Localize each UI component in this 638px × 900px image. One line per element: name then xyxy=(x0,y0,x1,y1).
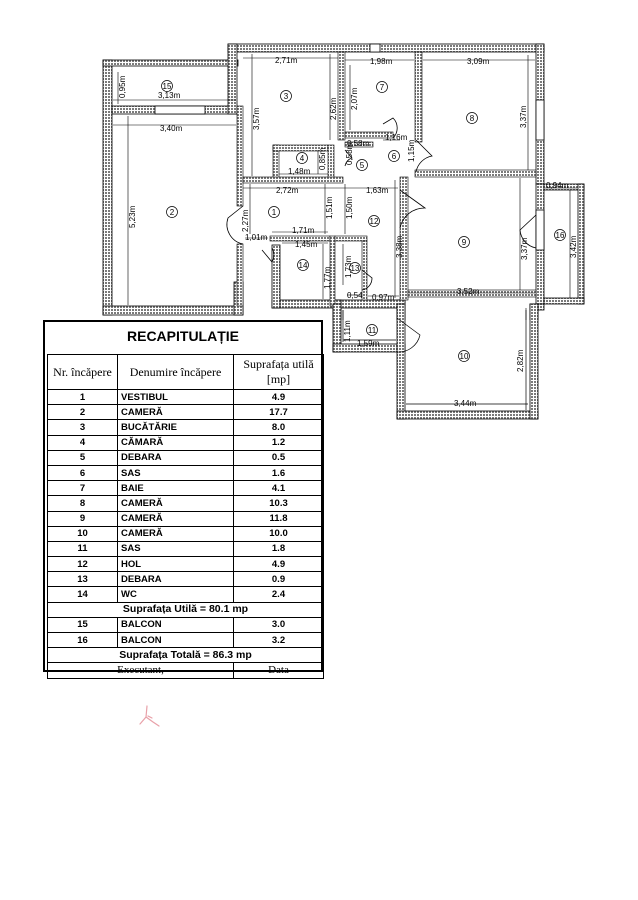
dim-label: 2,82m xyxy=(516,349,525,372)
row-area: 0.9 xyxy=(234,572,324,587)
row-number: 3 xyxy=(48,420,118,435)
row-number: 16 xyxy=(48,633,118,648)
row-area: 17.7 xyxy=(234,405,324,420)
row-name: HOL xyxy=(118,557,234,572)
table-row xyxy=(48,435,324,450)
header-area: Suprafața utilă [mp] xyxy=(234,355,324,390)
row-area: 0.5 xyxy=(234,450,324,465)
dim-label: 1,98m xyxy=(370,57,393,66)
row-number: 2 xyxy=(48,405,118,420)
row-number: 6 xyxy=(48,465,118,480)
row-name: CAMERĂ xyxy=(118,526,234,541)
row-number: 15 xyxy=(48,617,118,632)
dim-label: 1,71m xyxy=(292,226,315,235)
dim-label: 1,15m xyxy=(407,139,416,162)
row-name: SAS xyxy=(118,541,234,556)
row-name: DEBARA xyxy=(118,450,234,465)
dim-label: 2,71m xyxy=(275,56,298,65)
dim-label: 3,13m xyxy=(158,91,181,100)
row-name: BUCĂTĂRIE xyxy=(118,420,234,435)
table-row xyxy=(48,511,324,526)
room-number: 7 xyxy=(379,83,385,92)
dim-label: 3,40m xyxy=(160,124,183,133)
room-number: 9 xyxy=(461,238,467,247)
dim-label: 1,50m xyxy=(345,196,354,219)
recap-table xyxy=(47,354,324,679)
row-area: 10.0 xyxy=(234,526,324,541)
dim-label: 1,51m xyxy=(325,196,334,219)
dim-label: 2,72m xyxy=(276,186,299,195)
dim-label: 1,73m xyxy=(344,255,353,278)
dim-label: 0,95m xyxy=(118,75,127,98)
table-row xyxy=(48,465,324,480)
table-row xyxy=(48,617,324,632)
balcony-rows xyxy=(48,617,324,647)
row-name: BALCON xyxy=(118,617,234,632)
table-header-row xyxy=(48,355,324,390)
room-number: 16 xyxy=(555,231,565,240)
table-row xyxy=(48,450,324,465)
table-row xyxy=(48,526,324,541)
dim-label: 3,44m xyxy=(454,399,477,408)
pen-mark-icon xyxy=(137,704,163,730)
useful-total: Suprafața Utilă = 80.1 mp xyxy=(48,602,324,617)
dim-label: 1,77m xyxy=(323,266,332,289)
row-name: DEBARA xyxy=(118,572,234,587)
row-area: 1.8 xyxy=(234,541,324,556)
recap-title: RECAPITULAȚIE xyxy=(127,328,239,344)
row-number: 11 xyxy=(48,541,118,556)
room-number: 2 xyxy=(169,208,175,217)
row-name: CAMERĂ xyxy=(118,405,234,420)
row-number: 1 xyxy=(48,390,118,405)
dim-label: 0,85m xyxy=(318,147,327,170)
dim-label: 3,37m xyxy=(520,237,529,260)
room-number: 8 xyxy=(469,114,475,123)
room-number: 10 xyxy=(459,352,469,361)
row-name: BAIE xyxy=(118,481,234,496)
room-number: 13 xyxy=(350,264,360,273)
dim-label: 1,63m xyxy=(366,186,389,195)
row-name: WC xyxy=(118,587,234,602)
room-number: 12 xyxy=(369,217,379,226)
row-area: 3.0 xyxy=(234,617,324,632)
room-number: 15 xyxy=(162,82,172,91)
dim-label: 0,97m xyxy=(372,293,395,302)
row-number: 14 xyxy=(48,587,118,602)
header-name: Denumire încăpere xyxy=(118,355,234,390)
dim-label: 0,58m xyxy=(347,139,370,148)
room-number: 14 xyxy=(298,261,308,270)
recap-panel xyxy=(43,320,323,676)
table-row xyxy=(48,587,324,602)
grand-total-row xyxy=(48,648,324,663)
row-number: 7 xyxy=(48,481,118,496)
room-number: 1 xyxy=(271,208,277,217)
row-number: 12 xyxy=(48,557,118,572)
date-label: Data xyxy=(234,663,324,678)
dim-label: 2,07m xyxy=(350,87,359,110)
row-number: 4 xyxy=(48,435,118,450)
lower-labels xyxy=(343,320,525,408)
table-row xyxy=(48,572,324,587)
dim-label: 2,62m xyxy=(329,97,338,120)
table-row xyxy=(48,541,324,556)
dim-label: 1,11m xyxy=(343,320,352,342)
dim-label: 0,94m xyxy=(546,181,569,190)
dim-label: 0,58m xyxy=(345,142,354,165)
table-row xyxy=(48,390,324,405)
row-area: 2.4 xyxy=(234,587,324,602)
table-row xyxy=(48,496,324,511)
room-rows xyxy=(48,390,324,603)
row-area: 10.3 xyxy=(234,496,324,511)
row-area: 4.9 xyxy=(234,390,324,405)
table-row xyxy=(48,405,324,420)
row-area: 1.2 xyxy=(234,435,324,450)
table-row xyxy=(48,633,324,648)
row-name: CAMERĂ xyxy=(118,511,234,526)
signature-row xyxy=(48,663,324,678)
dim-label: 1,45m xyxy=(295,240,318,249)
row-number: 10 xyxy=(48,526,118,541)
grand-total: Suprafața Totală = 86.3 mp xyxy=(48,648,324,663)
dim-label: 3,37m xyxy=(519,105,528,128)
header-nr: Nr. încăpere xyxy=(48,355,118,390)
row-name: BALCON xyxy=(118,633,234,648)
dim-label: 3,42m xyxy=(569,235,578,258)
lower-lines xyxy=(343,310,528,410)
dim-label: 1,59m xyxy=(357,339,380,348)
row-number: 13 xyxy=(48,572,118,587)
row-number: 9 xyxy=(48,511,118,526)
row-name: CĂMARĂ xyxy=(118,435,234,450)
dim-label: 2,27m xyxy=(241,209,250,232)
useful-total-row xyxy=(48,602,324,617)
room-number: 5 xyxy=(359,161,365,170)
row-number: 5 xyxy=(48,450,118,465)
row-area: 1.6 xyxy=(234,465,324,480)
dim-label: 0,54 xyxy=(347,291,363,300)
row-area: 3.2 xyxy=(234,633,324,648)
row-area: 8.0 xyxy=(234,420,324,435)
dim-label: 3,52m xyxy=(457,287,480,296)
dim-label: 1,48m xyxy=(288,167,311,176)
row-number: 8 xyxy=(48,496,118,511)
row-area: 4.9 xyxy=(234,557,324,572)
room-number: 3 xyxy=(283,92,289,101)
executant-label: Executant, xyxy=(48,663,234,678)
dim-label: 1,01m xyxy=(245,233,268,242)
room-number: 4 xyxy=(299,154,305,163)
table-row xyxy=(48,481,324,496)
dim-label: 3,38m xyxy=(395,235,404,258)
row-name: VESTIBUL xyxy=(118,390,234,405)
table-row xyxy=(48,420,324,435)
dim-label: 1,16m xyxy=(385,133,408,142)
lower-walls xyxy=(333,304,538,419)
room-number: 6 xyxy=(391,152,397,161)
row-area: 4.1 xyxy=(234,481,324,496)
row-name: SAS xyxy=(118,465,234,480)
row-name: CAMERĂ xyxy=(118,496,234,511)
floor-plan xyxy=(0,0,638,320)
dim-label: 3,57m xyxy=(252,107,261,130)
dim-label: 3,09m xyxy=(467,57,490,66)
table-row xyxy=(48,557,324,572)
room-number: 11 xyxy=(367,326,377,335)
row-area: 11.8 xyxy=(234,511,324,526)
dim-label: 5,23m xyxy=(128,205,137,228)
